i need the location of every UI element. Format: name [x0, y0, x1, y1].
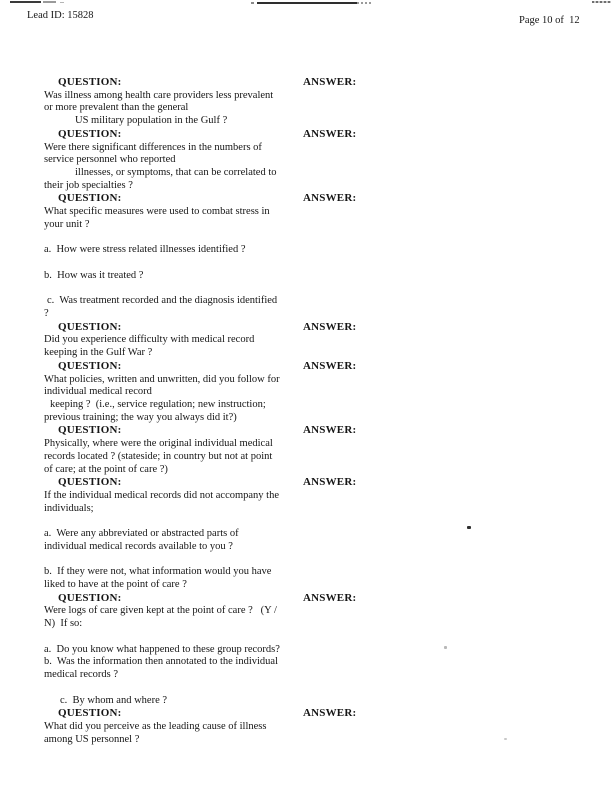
question-text-line: individual medical record [44, 386, 152, 398]
answer-label: ANSWER: [303, 127, 357, 140]
question-label: QUESTION: [58, 476, 122, 489]
question-text-line: Was illness among health care providers less prevalent [44, 89, 274, 101]
blank-line [44, 631, 584, 644]
question-answer-row [44, 424, 584, 438]
question-text-line: among US personnel ? [44, 733, 140, 745]
question-answer-row [44, 128, 584, 142]
question-label: QUESTION: [58, 591, 122, 604]
question-text-line: b. If they were not, what information would you have [44, 566, 272, 578]
question-text-line: US military population in the Gulf ? [75, 115, 228, 127]
question-answer-row [44, 76, 584, 90]
answer-label: ANSWER: [303, 591, 357, 604]
question-label: QUESTION: [58, 127, 122, 140]
question-text-line: b. Was the information then annotated to the individual [44, 656, 278, 668]
question-text-line: keeping in the Gulf War ? [44, 347, 153, 359]
question-label: QUESTION: [58, 320, 122, 333]
question-text-line: If the individual medical records did not accompany the [44, 490, 280, 501]
blank-line [44, 232, 584, 245]
question-answer-row [44, 192, 584, 206]
question-label: QUESTION: [58, 76, 122, 88]
question-label: QUESTION: [58, 707, 122, 720]
question-text-line: liked to have at the point of care ? [44, 579, 187, 591]
question-text-line: What did you perceive as the leading cause of illness [44, 720, 267, 732]
blank-line [44, 257, 584, 270]
question-text-line: or more prevalent than the general [44, 102, 189, 114]
question-text-line: a. How were stress related illnesses identified ? [44, 244, 246, 256]
scan-artifact-line [357, 2, 371, 4]
question-text-line: individuals; [44, 502, 94, 514]
lead-id-label: Lead ID: 15828 [27, 10, 94, 21]
question-text-line: What specific measures were used to combat stress in [44, 206, 270, 218]
question-label: QUESTION: [58, 359, 122, 372]
question-text-line: your unit ? [44, 218, 90, 230]
question-text-line: Did you experience difficulty with medical record [44, 334, 255, 346]
question-text-line: N) If so: [44, 618, 83, 630]
question-text-line: medical records ? [44, 669, 119, 681]
question-text-line: Were logs of care given kept at the point of care ? (Y / [44, 605, 277, 617]
question-text-line: ? [44, 307, 49, 319]
question-text-line: service personnel who reported [44, 154, 176, 166]
answer-label: ANSWER: [303, 320, 357, 333]
question-answer-row [44, 592, 584, 606]
question-text-line: previous training; the way you always did it?) [44, 411, 237, 423]
answer-label: ANSWER: [303, 476, 357, 489]
question-text-line: Physically, where were the original individual medical [44, 438, 273, 450]
question-answer-row [44, 707, 584, 721]
blank-line [44, 554, 584, 567]
scan-artifact-line [592, 1, 611, 3]
answer-label: ANSWER: [303, 192, 357, 205]
answer-label: ANSWER: [303, 359, 357, 372]
blank-line [44, 515, 584, 528]
question-text-line: records located ? (stateside; in country but not at point [44, 450, 273, 462]
answer-label: ANSWER: [303, 76, 357, 88]
question-column [44, 76, 584, 746]
question-label: QUESTION: [58, 192, 122, 205]
blank-line [44, 682, 584, 695]
question-text-line: a. Were any abbreviated or abstracted parts of [44, 528, 239, 540]
answer-label: ANSWER: [303, 424, 357, 437]
answer-label: ANSWER: [303, 707, 357, 720]
scan-artifact-line [251, 2, 254, 4]
question-text-line: b. How was it treated ? [44, 269, 144, 281]
question-text-line: illnesses, or symptoms, that can be correlated to [75, 167, 277, 179]
question-answer-row [44, 360, 584, 374]
question-answer-row [44, 476, 584, 490]
question-text-line: their job specialties ? [44, 179, 133, 191]
scan-artifact-line [60, 2, 64, 3]
scan-artifact-line [10, 1, 41, 3]
blank-line [44, 283, 584, 296]
page-number-label: Page 10 of 12 [519, 15, 580, 26]
scan-artifact-line [43, 1, 56, 3]
question-text-line: What policies, written and unwritten, did you follow for [44, 373, 280, 385]
question-text-line: a. Do you know what happened to these group records? [44, 643, 280, 655]
question-text-line: individual medical records available to you ? [44, 540, 233, 552]
scan-artifact-line [257, 2, 357, 4]
question-label: QUESTION: [58, 424, 122, 437]
question-text-line: c. By whom and where ? [60, 694, 168, 706]
question-text-line: Were there significant differences in the numbers of [44, 141, 262, 153]
question-text-line: keeping ? (i.e., service regulation; new instruction; [50, 398, 266, 410]
question-answer-row [44, 321, 584, 335]
question-text-line: c. Was treatment recorded and the diagnosis identified [47, 295, 278, 307]
question-text-line: of care; at the point of care ?) [44, 463, 168, 475]
